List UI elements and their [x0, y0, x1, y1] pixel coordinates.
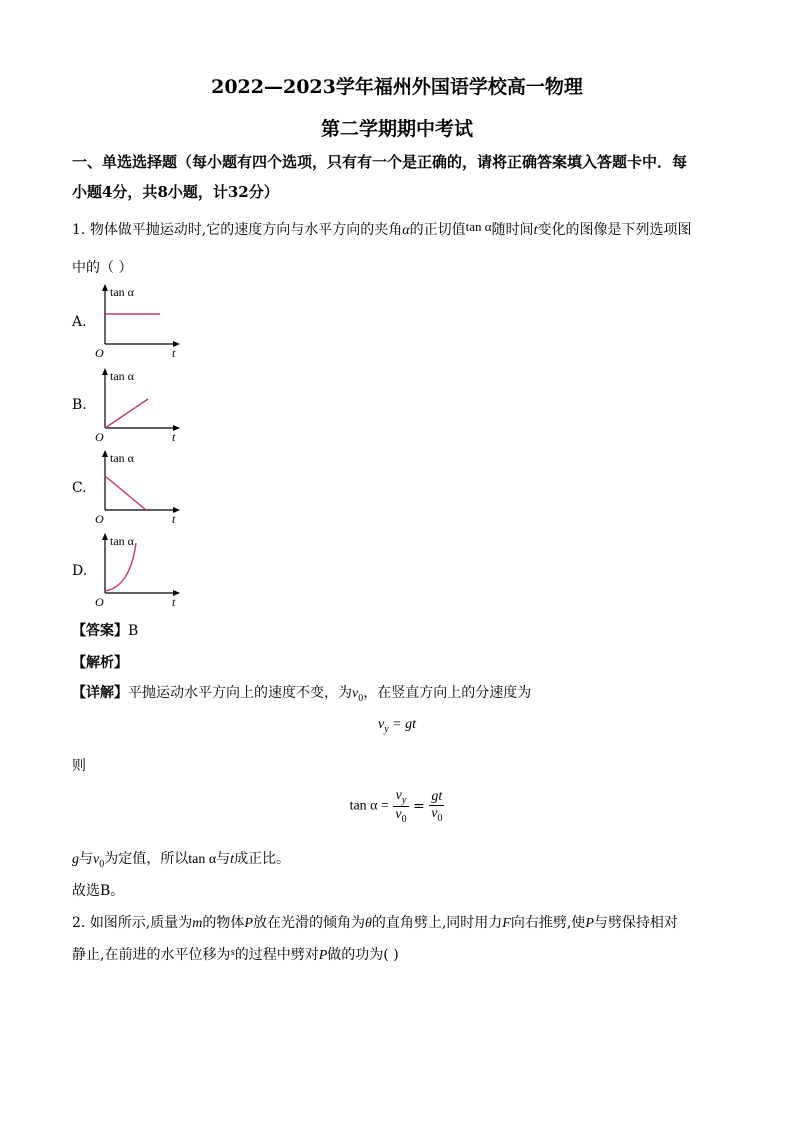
- option-c-label: C.: [72, 480, 87, 496]
- eq2-fraction-2: $\frac{gt}{v_0}$: [431, 788, 443, 824]
- then-word: 则: [72, 758, 86, 774]
- eq1-rhs: = gt: [388, 717, 416, 732]
- q1-stem-line2: 中的（ ）: [72, 260, 133, 276]
- answer-tag: 【答案】: [72, 623, 128, 639]
- eq2-lhs: tan α =: [349, 798, 389, 814]
- origin-label: O: [95, 512, 104, 526]
- concl-v0: $v_0$: [93, 852, 105, 870]
- x-label: t: [172, 346, 176, 360]
- q2-s: s: [230, 946, 235, 958]
- origin-label: O: [95, 430, 104, 444]
- option-c-graph: [92, 448, 192, 526]
- concl-tan: tan α: [188, 852, 217, 867]
- q1-t: t: [533, 223, 538, 238]
- detail-tag: 【详解】: [72, 685, 128, 701]
- q2-stem-line2: 静止,在前进的水平位移为$^s$的过程中劈对P做的功为( ): [72, 946, 399, 963]
- q2-P: P: [244, 916, 253, 931]
- q1-text-c: 随时间: [491, 222, 534, 238]
- q1-text-a: 物体做平抛运动时,它的速度方向与水平方向的夹角: [89, 222, 403, 238]
- eq1-lhs: v: [377, 717, 385, 732]
- section-heading-line1: 一、单选选择题（每小题有四个选项，只有有一个是正确的，请将正确答案填入答题卡中．每: [72, 153, 688, 171]
- v0-symbol: $v_0$: [352, 686, 364, 704]
- equation-1: [0, 716, 794, 735]
- concl-t: t: [230, 852, 235, 867]
- q2-stem-line1: 2. 如图所示,质量为m的物体P放在光滑的倾角为θ的直角劈上,同时用力F向右推劈,使P与劈保持相对: [72, 915, 678, 931]
- graph-curve: [105, 543, 136, 591]
- y-label: tan α: [110, 451, 134, 465]
- y-arrow: [102, 284, 108, 291]
- section-heading-line2: 小题4分，共8小题，计32分）: [72, 183, 279, 201]
- q1-text-b: 的正切值: [409, 222, 466, 238]
- detail-line: [72, 682, 531, 704]
- x-label: t: [172, 512, 176, 526]
- q2-theta: θ: [364, 916, 372, 931]
- q2-m: m: [192, 916, 203, 931]
- q1-text-d: 变化的图像是下列选项图: [537, 222, 692, 238]
- answer-line: [72, 620, 138, 640]
- origin-label: O: [95, 346, 104, 360]
- concl-a: 与: [79, 851, 93, 867]
- q1-stem-line1: [72, 219, 691, 239]
- answer-value: B: [128, 623, 139, 639]
- graph-line: [105, 399, 148, 428]
- concl-g: g: [72, 852, 79, 867]
- q1-number: 1.: [72, 222, 86, 238]
- choose-line: 故选B。: [72, 883, 125, 899]
- y-arrow: [102, 368, 108, 375]
- option-d-graph: [92, 531, 192, 609]
- q2-F: F: [502, 916, 511, 931]
- eq2-equals: =: [413, 798, 425, 815]
- x-label: t: [172, 595, 176, 609]
- option-b-label: B.: [72, 397, 87, 413]
- x-label: t: [172, 430, 176, 444]
- concl-d: 成正比。: [234, 851, 291, 867]
- conclusion-line: [72, 848, 290, 870]
- y-label: tan α: [110, 534, 134, 548]
- y-arrow: [102, 533, 108, 540]
- y-label: tan α: [110, 369, 134, 383]
- origin-label: O: [95, 595, 104, 609]
- concl-b: 为定值，所以: [104, 851, 189, 867]
- option-d-label: D.: [72, 563, 88, 579]
- equation-2: [0, 788, 794, 825]
- detail-text-a: 平抛运动水平方向上的速度不变，为: [128, 685, 352, 701]
- q1-tan-alpha: tan α: [465, 219, 492, 234]
- eq1-lhs-sub: y: [384, 723, 389, 735]
- q1-alpha: α: [402, 223, 410, 238]
- option-a-label: A.: [72, 314, 87, 330]
- y-label: tan α: [110, 285, 134, 299]
- y-arrow: [102, 450, 108, 457]
- title-line1: 2022—2023学年福州外国语学校高一物理: [211, 76, 583, 98]
- detail-text-b: ，在竖直方向上的分速度为: [363, 685, 532, 701]
- option-b-graph: [92, 366, 192, 444]
- eq2-fraction-1: $\frac{v_y}{v_0}$: [395, 788, 407, 825]
- option-a-graph: [92, 282, 192, 360]
- analysis-tag: 【解析】: [72, 655, 128, 671]
- concl-c: 与: [216, 851, 231, 867]
- title-line2: 第二学期期中考试: [320, 118, 473, 140]
- graph-line: [105, 476, 146, 510]
- q2-number: 2.: [72, 915, 86, 931]
